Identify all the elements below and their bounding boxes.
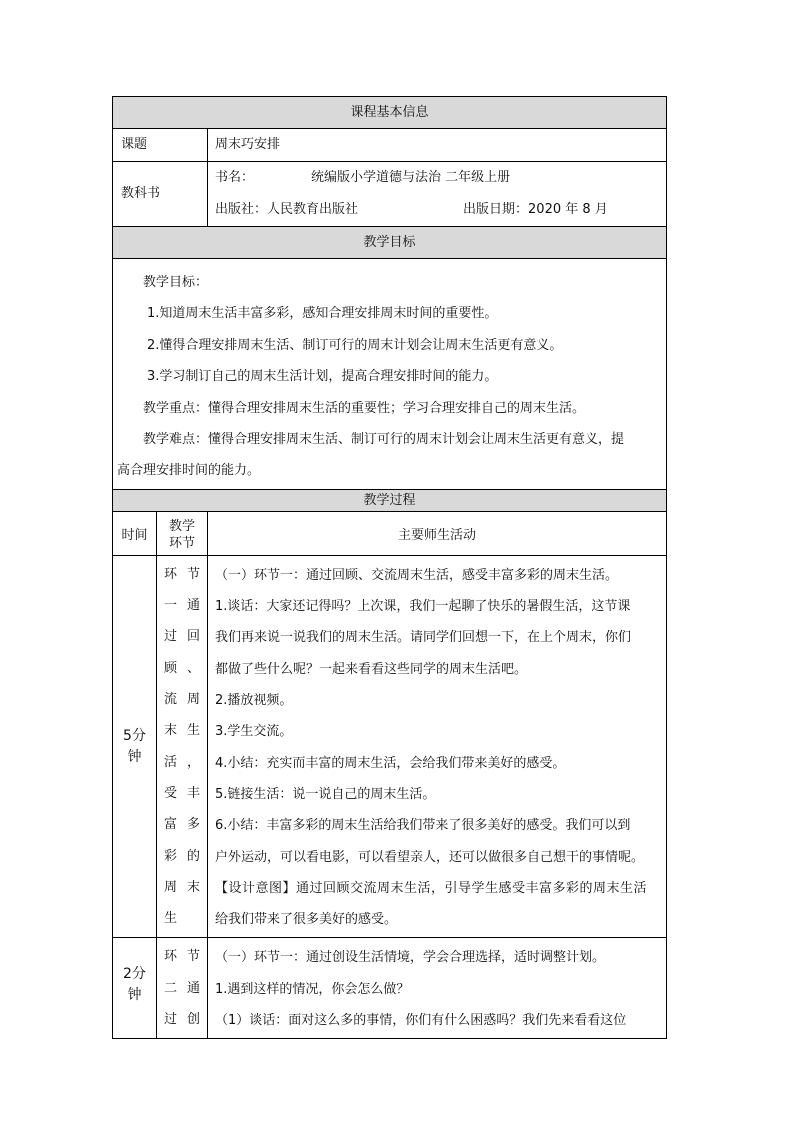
activity-line: 都做了些什么呢？一起来看看这些同学的周末生活吧。 [215,661,528,677]
row-2-activities [208,938,667,1039]
stage-line: 受 丰 [164,785,200,801]
stage-line: 一 通 [164,598,200,614]
design-intent-line-1: 【设计意图】通过回顾交流周末生活，引导学生感受丰富多彩的周末生活 [215,880,648,896]
publish-date-value: 2020 年 8 月 [528,202,608,217]
row-2-time [113,938,157,1039]
stage-line: 环 节 [164,949,200,965]
row-1-activities [208,555,667,938]
row-1-time-line-1: 5分 [123,727,146,744]
teaching-goals-header: 教学目标 [113,227,667,259]
stage-line: 二 通 [164,980,200,996]
lesson-plan-table [112,96,667,1039]
time-column-header: 时间 [113,511,157,555]
activity-line: 6.小结：丰富多彩的周末生活给我们带来了很多美好的感受。我们可以到 [215,818,631,834]
book-name-label: 书名： [215,170,255,185]
textbook-details [208,162,667,227]
stage-line: 末 生 [164,723,200,739]
activity-line: （一）环节一：通过创设生活情境，学会合理选择，适时调整计划。 [215,950,606,966]
activity-line: 4.小结：充实而丰富的周末生活，会给我们带来美好的感受。 [215,755,566,771]
stage-line: 活， [164,754,200,770]
row-2-time-line-2: 钟 [127,987,142,1004]
row-2-stage [157,938,208,1039]
publisher-value: 人民教育出版社 [267,202,359,217]
teaching-goals-body [113,259,667,490]
stage-line: 过 回 [164,629,200,645]
design-intent-line-2: 给我们带来了很多美好的感受。 [215,912,398,928]
goals-intro: 教学目标： [143,275,209,290]
goal-item-1: 1.知道周末生活丰富多彩，感知合理安排周末时间的重要性。 [147,306,498,322]
activity-line: 户外运动，可以看电影，可以看望亲人，还可以做很多自己想干的事情呢。 [215,849,645,865]
stage-line: 周 末 [164,879,200,895]
stage-line: 生 [164,911,178,927]
stage-column-header [157,511,208,555]
stage-line: 彩 的 [164,848,200,864]
book-name-line [208,162,666,194]
row-1-time [113,555,157,938]
activity-line: （1）谈话：面对这么多的事情，你们有什么困惑吗？我们先来看看这位 [215,1013,627,1028]
publish-date-label: 出版日期： [463,202,529,217]
row-1-time-line-2: 钟 [127,748,142,765]
activity-line: （一）环节一：通过回顾、交流周末生活，感受丰富多彩的周末生活。 [215,567,619,583]
activity-line: 1.遇到这样的情况，你会怎么做？ [215,981,410,997]
stage-header-line-1: 教学 [168,518,195,534]
activity-column-header: 主要师生活动 [208,511,667,555]
course-info-header: 课程基本信息 [113,97,667,129]
stage-line: 顾、 [164,660,200,676]
goal-item-2: 2.懂得合理安排周末生活、制订可行的周末计划会让周末生活更有意义。 [147,337,563,353]
topic-label: 课题 [113,129,208,162]
book-name-value: 统编版小学道德与法治 二年级上册 [311,170,511,185]
stage-line: 流 周 [164,692,200,708]
goal-item-3: 3.学习制订自己的周末生活计划，提高合理安排时间的能力。 [147,369,498,385]
stage-line: 过 创 [164,1012,200,1027]
difficulties-line-2: 高合理安排时间的能力。 [117,463,261,479]
publisher-label: 出版社： [215,202,268,217]
activity-line: 3.学生交流。 [215,724,293,740]
stage-line: 富 多 [164,817,200,833]
process-row-1 [113,555,667,938]
stage-line: 环 节 [164,566,200,582]
lesson-plan-sheet [112,96,666,1039]
teaching-process-header: 教学过程 [113,489,667,511]
key-points: 教学重点：懂得合理安排周末生活的重要性；学习合理安排自己的周末生活。 [143,400,586,416]
activity-line: 1.谈话：大家还记得吗？上次课，我们一起聊了快乐的暑假生活，这节课 [215,599,631,615]
stage-header-line-2: 环节 [168,535,195,551]
topic-value: 周末巧安排 [208,129,667,162]
publisher-line [208,194,666,226]
textbook-label: 教科书 [113,162,208,227]
activity-line: 我们再来说一说我们的周末生活。请同学们回想一下，在上个周末，你们 [215,630,632,646]
activity-line: 5.链接生活：说一说自己的周末生活。 [215,786,436,802]
activity-line: 2.播放视频。 [215,693,293,709]
row-2-time-line-1: 2分 [123,966,146,983]
process-row-2 [113,938,667,1039]
difficulties-line-1: 教学难点：懂得合理安排周末生活、制订可行的周末计划会让周末生活更有意义，提 [143,432,625,448]
row-1-stage [157,555,208,938]
